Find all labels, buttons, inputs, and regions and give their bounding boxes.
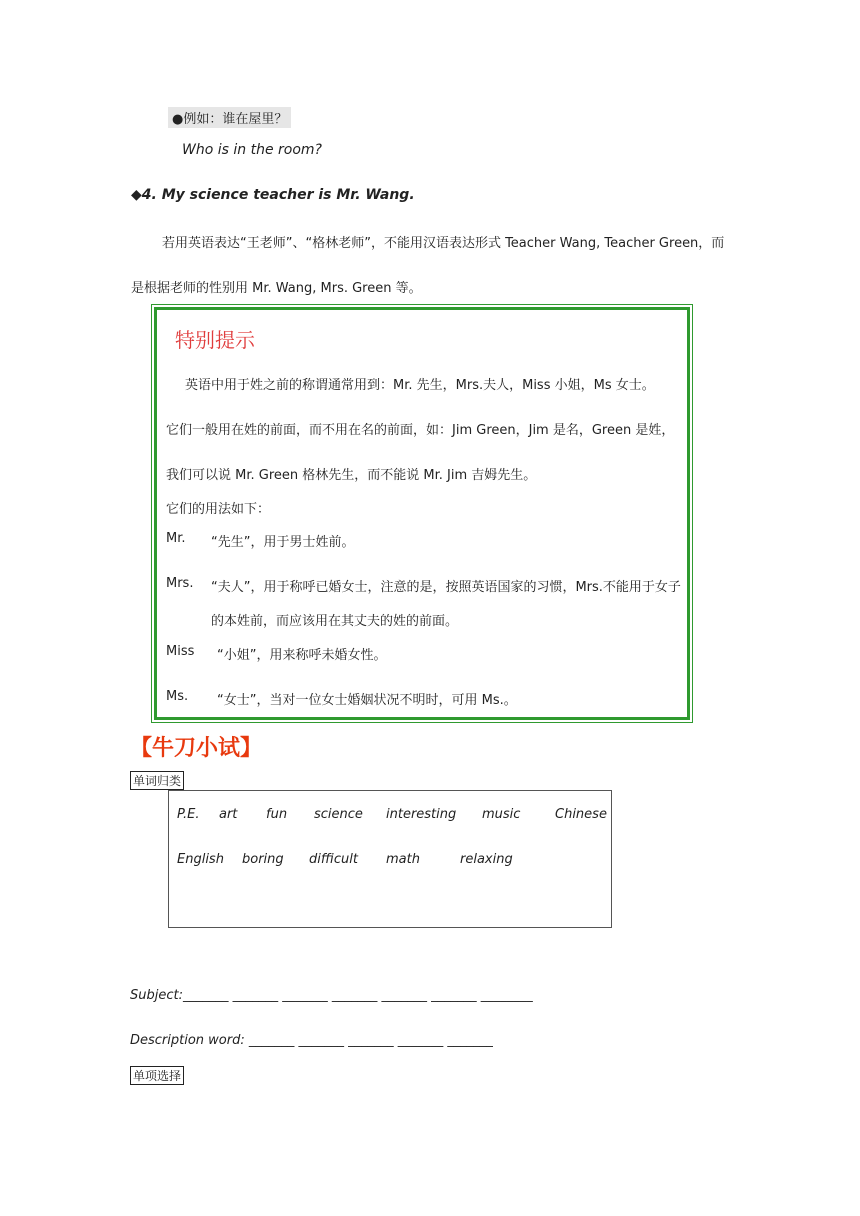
example-answer: Who is in the room?	[182, 142, 322, 158]
example-prompt: ●例如：谁在屋里？	[168, 107, 291, 128]
word-sort-tag: 单词归类	[130, 771, 184, 790]
word-item: science	[314, 807, 363, 822]
tip-line-2: 它们一般用在姓的前面，而不用在名的前面，如：Jim Green，Jim 是名，Green 是姓，	[166, 423, 675, 438]
tip-term-mr: Mr.	[166, 531, 186, 546]
tip-desc-mrs-cont: 的本姓前，而应该用在其丈夫的姓的前面。	[211, 614, 459, 629]
word-item: music	[482, 807, 521, 822]
tip-term-miss: Miss	[166, 644, 195, 659]
word-item: Chinese	[555, 807, 607, 822]
multiple-choice-tag: 单项选择	[130, 1066, 184, 1085]
tip-line-4: 它们的用法如下：	[166, 502, 271, 517]
description-line: Description word: _______ _______ _______ _______ _______	[130, 1033, 493, 1048]
word-bank-box	[168, 790, 612, 928]
section-paragraph-line1: 若用英语表达“王老师”、“格林老师”，不能用汉语表达形式 Teacher Wang, Teacher Green，而	[162, 236, 725, 251]
tip-desc-ms: “女士”，当对一位女士婚姻状况不明时，可用 Ms.。	[217, 693, 517, 708]
word-item: boring	[242, 852, 284, 867]
tip-line-3: 我们可以说 Mr. Green 格林先生，而不能说 Mr. Jim 吉姆先生。	[166, 468, 537, 483]
word-item: difficult	[309, 852, 358, 867]
tip-desc-mrs: “夫人”，用于称呼已婚女士，注意的是，按照英语国家的习惯，Mrs.不能用于女子	[211, 580, 681, 595]
subject-line: Subject:_______ _______ _______ _______ _______ _______ ________	[130, 988, 533, 1003]
tip-title: 特别提示	[175, 328, 255, 352]
section-paragraph-line2: 是根据老师的性别用 Mr. Wang, Mrs. Green 等。	[131, 281, 422, 296]
tip-term-ms: Ms.	[166, 689, 189, 704]
section-heading: ◆4. My science teacher is Mr. Wang.	[131, 187, 415, 203]
tip-term-mrs: Mrs.	[166, 576, 194, 591]
tip-box	[154, 307, 690, 720]
word-item: P.E.	[177, 807, 200, 822]
tip-line-1: 英语中用于姓之前的称谓通常用到：Mr. 先生，Mrs.夫人，Miss 小姐，Ms 女士。	[185, 378, 655, 393]
tip-desc-miss: “小姐”，用来称呼未婚女性。	[217, 648, 387, 663]
word-item: English	[177, 852, 224, 867]
word-item: fun	[266, 807, 288, 822]
word-item: relaxing	[460, 852, 513, 867]
tip-desc-mr: “先生”，用于男士姓前。	[211, 535, 355, 550]
word-item: art	[219, 807, 238, 822]
word-item: math	[386, 852, 420, 867]
word-item: interesting	[386, 807, 457, 822]
practice-title: 【牛刀小试】	[130, 736, 263, 761]
